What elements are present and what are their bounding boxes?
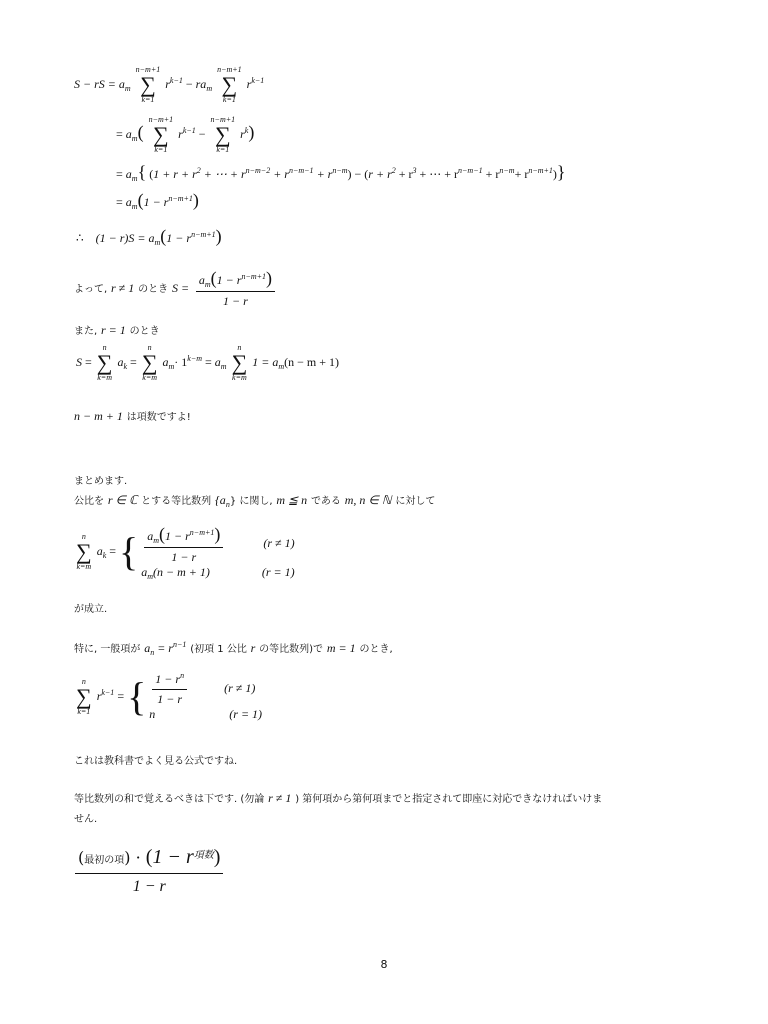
special-cases-formula: n ∑ k=1 $r^{k-1}$ = { $\frac{1 - r^n}{1 - r}$ (r ≠ 1) n (r = 1) [76, 671, 263, 721]
page-number: 8 [380, 958, 388, 971]
yotte-line: よって, r ≠ 1 のとき S = $\frac{a_m(1 - r^{n-m+1})}{1 - r}$ [74, 268, 278, 309]
summary-cases-formula: n ∑ k=m $a_k$ = { $\frac{a_m(1 - r^{n-m+1})}{1 - r}$ (r ≠ 1) $a_m(n - m + 1) (r = 1)$ [76, 524, 295, 581]
sum-symbol: n−m+1 ∑ k=1 [210, 115, 236, 154]
holds-text: が成立. [74, 604, 108, 615]
memorize-line-1: 等比数列の和で覚えるべきは下です. (勿論 r ≠ 1 ) 第何項から第何項までと指定されて即座に対応できなければいけま [74, 791, 603, 805]
eq-line-2: = $a_m$( n−m+1 ∑ k=1 $r^{k-1}$ − n−m+1 ∑ k=1 $r^k$) [116, 115, 255, 154]
yotte-fraction: $\frac{a_m(1 - r^{n-m+1})}{1 - r}$ [196, 268, 275, 309]
therefore-line: ∴ $(1 - r)S = a_m(1 - r^{n-m+1})$ [76, 226, 222, 247]
textbook-note: これは教科書でよく見る公式ですね. [74, 756, 238, 767]
special-case-line: 特に, 一般項が $a_n = r^{n-1}$ (初項 1 公比 r の等比数列)で m = 1 のとき, [74, 640, 393, 657]
sum-symbol: n−m+1 ∑ k=1 [148, 115, 174, 154]
terms-note: n − m + 1 は項数ですよ! [74, 409, 191, 423]
sum-symbol: n−m+1 ∑ k=1 [217, 65, 242, 104]
eq-line-4: = $a_m(1 - r^{n-m+1})$ [116, 190, 199, 211]
sum-symbol: n−m+1 ∑ k=1 [135, 65, 161, 104]
eq-line-3: = $a_m${ ($1 + r + r^2$ + ⋯ + $r^{n-m-2} + r^{n-m-1} + r^{n-m}) - (r + r^2 + r^3$ + ⋯ + $r^{n-m-1} + r^{n-m}+ r^{n-m+1}$)} [116, 162, 566, 183]
final-formula: $\frac{(最初の項) \cdot (1 - r^{項数})}{1 - r}$ [72, 846, 226, 896]
summary-line-2: 公比を r ∈ ℂ とする等比数列 $\{a_n\}$ に関し, m ≦ n である m, n ∈ ℕ に対して [74, 493, 436, 509]
memorize-line-2: せん. [74, 814, 98, 825]
summary-intro: まとめます. [74, 476, 128, 487]
mata-line: また, r = 1 のとき [74, 323, 160, 337]
eq-line-1: S − rS = $a_m$ n−m+1 ∑ k=1 $r^{k-1} - ra_m$ n−m+1 ∑ k=1 $r^{k-1}$ [74, 65, 265, 104]
eq-line-1-lhs: S − rS = a [74, 76, 125, 91]
r-equals-1-sum: S = n ∑ k=m $a_k$ = n ∑ k=m $a_m\cdot 1^{k-m} = a_m$ n ∑ k=m $1 = a_m(n - m + 1)$ [76, 343, 340, 382]
